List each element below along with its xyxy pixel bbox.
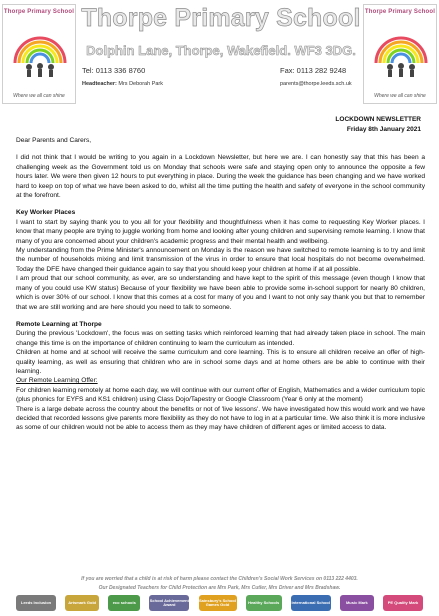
accreditation-badge-icon: eco schools [108, 595, 140, 611]
logo-tagline: Where we all can shine [13, 93, 65, 99]
accreditation-badge-icon: School Achievement Award [149, 595, 189, 611]
accreditation-badge-icon: Music Mark [340, 595, 374, 611]
remote-paragraph-2: Children at home and at school will receive the same curriculum and core learning. This is to ensure all children receive an offer of high-quality learning, as well as ensuring that children who are in school some days and at home others are be able to continue with their learning. [16, 349, 425, 375]
accreditation-badge-icon: Sainsbury's School Games Gold [199, 595, 237, 611]
key-worker-paragraph-3: I am proud that our school community, as ever, are so understanding and have kept to the spirit of this message (even though I know that many of you could use KW status) Because of your flexibility we have been able to provide some in-school support for nearly 80 children, which is over 30% of our school. I know that this comes at a cost for many of you and I want to not only say thank you but that to remember that we are still working and are here should you need to talk to someone. [16, 275, 425, 311]
logo-tagline: Where we all can shine [374, 93, 426, 99]
headteacher-label: Headteacher: [82, 81, 117, 87]
school-name: Thorpe Primary School [81, 4, 361, 32]
rainbow-logo-icon [370, 19, 432, 79]
accreditation-badge-icon: International School [291, 595, 331, 611]
headteacher [82, 81, 163, 87]
accreditation-badge-icon: Healthy Schools [246, 595, 282, 611]
logo-arc-text: Thorpe Primary School [364, 9, 436, 15]
accreditation-badge-icon: PE Quality Mark [383, 595, 423, 611]
key-worker-paragraph-2: My understanding from the Prime Minister's announcement on Monday is the reason we have switched to remote learning is to try and limit the number of households mixing and limit transmission of the virus in order to ensure that local hospitals do not become overwhelmed. Today the DFE have changed their guidance again to say that you should keep your children at home if at all possible. [16, 247, 425, 273]
school-logo-left [2, 4, 76, 104]
remote-paragraph-3: For children learning remotely at home each day, we will continue with our current offer of English, Mathematics and a wider curriculum topic (plus phonics for EYFS and KS1 children) using Class Dojo/Tapestry or Google Classroom (Year 6 only at the moment) [16, 386, 425, 404]
remote-offer-heading: Our Remote Learning Offer: [16, 377, 98, 385]
newsletter-date: Friday 8th January 2021 [346, 126, 421, 133]
key-worker-paragraph-1: I want to start by saying thank you to you all for your flexibility and thoughtfulness when it has come to requesting Key Worker places. I know that many people are trying to juggle working from home and looking after young children and supervising remote learning. I know that many of you are concerned about your children's academic progress and their mental health and wellbeing. [16, 218, 425, 245]
newsletter-body [16, 136, 425, 433]
safeguarding-notice: If you are worried that a child is at risk of harm please contact the Children's Social Work Services on 0113 222 4403. [81, 576, 358, 582]
accreditation-badges [16, 594, 423, 612]
newsletter-title: LOCKDOWN NEWSLETTER [335, 116, 421, 123]
remote-learning-heading: Remote Learning at Thorpe [16, 320, 102, 328]
accreditation-badge-icon: Artsmark Gold [65, 595, 99, 611]
key-worker-heading: Key Worker Places [16, 209, 76, 217]
logo-arc-text: Thorpe Primary School [3, 9, 75, 15]
newsletter-heading [335, 115, 421, 135]
school-logo-right [363, 4, 437, 104]
school-address: Dolphin Lane, Thorpe, Wakefield. WF3 3DG. [86, 43, 356, 58]
telephone: Tel: 0113 336 8760 [82, 66, 146, 75]
greeting: Dear Parents and Carers, [16, 137, 92, 144]
email-link[interactable]: parents@thorpe.leeds.sch.uk [280, 81, 352, 87]
accreditation-badge-icon: Leeds Inclusion [16, 595, 56, 611]
designated-teachers: Our Designated Teachers for Child Protection are Mrs Park, Mrs Cutler, Mrs Driver and Mrs Bradshaw. [98, 585, 341, 591]
intro-paragraph: I did not think that I would be writing to you again in a Lockdown Newsletter, but here we are. I can honestly say that this has been a challenging week as the Government told us on Monday that schools were safe and staying open only to announce the opposite a few hours later. We were then given 12 hours to put everything in place. During the week the guidance has been changing and we have worked hard to keep on top of what we have been asked to do, whilst all the time putting the health and safety of everyone in the school community at the forefront. [16, 154, 425, 200]
rainbow-logo-icon [9, 19, 71, 79]
headteacher-name: Mrs Deborah Park [118, 81, 164, 87]
fax: Fax: 0113 282 9248 [280, 66, 347, 75]
remote-paragraph-4: There is a large debate across the country about the benefits or not of 'live lessons'. We have investigated how this would work and we have decided that recorded lessons give parents more flexibility as they do not have to log in at a particular time. We also think it is more inclusive as some of our children would not be able to access them as they may have children of different ages or limited access to data. [16, 405, 425, 432]
remote-paragraph-1: During the previous 'Lockdown', the focus was on setting tasks which reinforced learning that had already taken place in school. The main change this time is on the importance of children continuing to learn the curriculum as intended. [16, 330, 425, 347]
